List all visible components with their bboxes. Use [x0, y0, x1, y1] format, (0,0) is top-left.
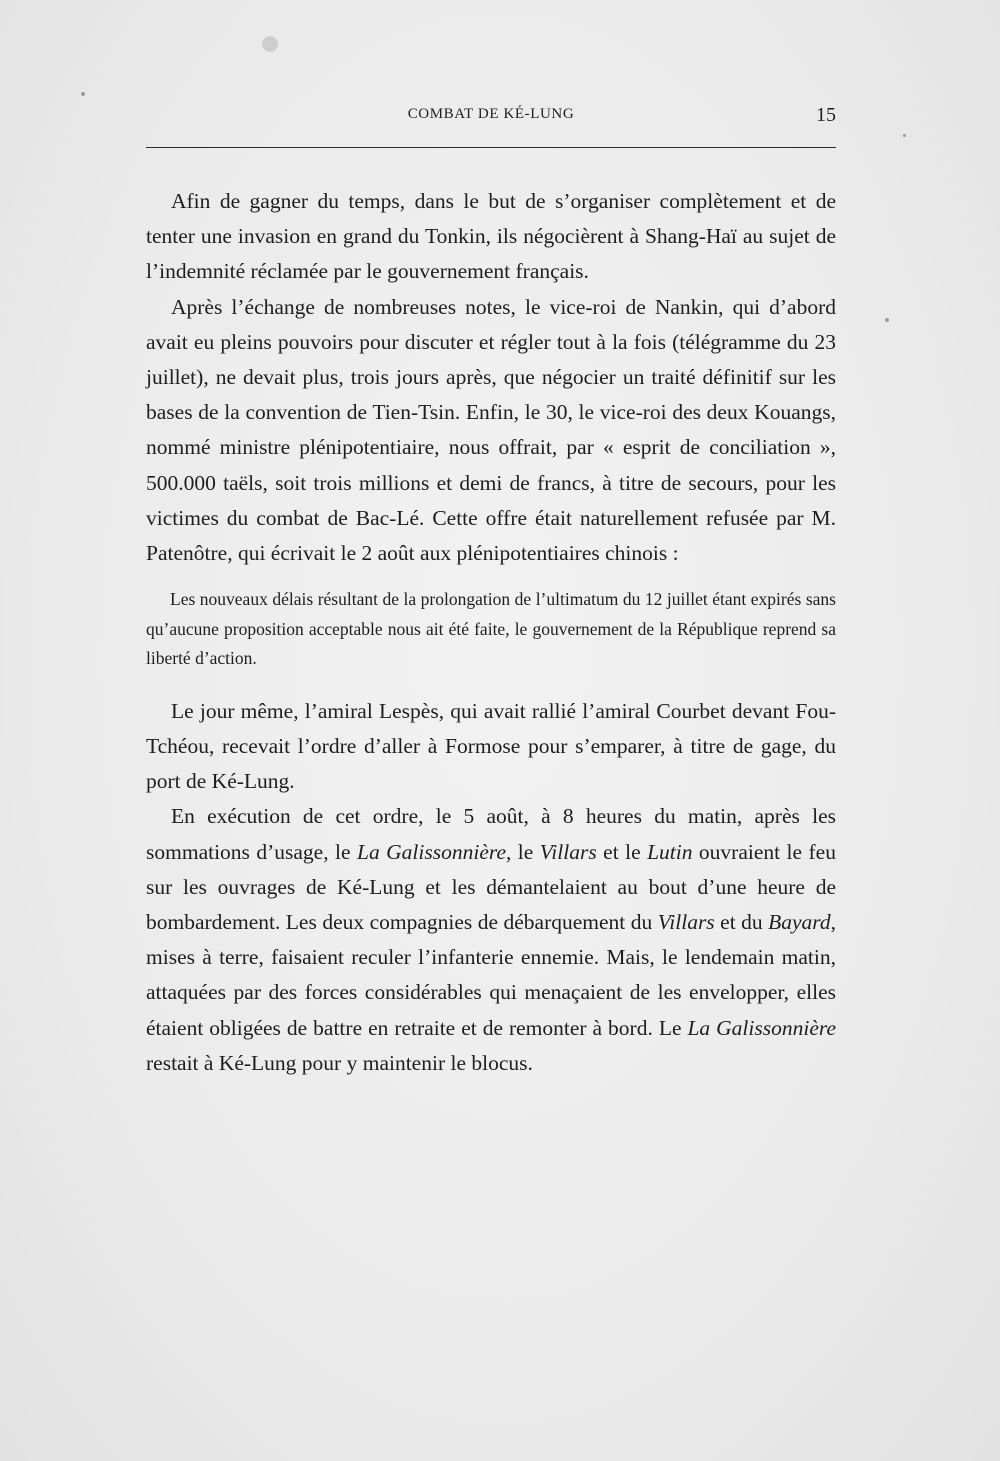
ink-speck [81, 92, 85, 96]
page-header [146, 104, 836, 134]
paragraph-4-text: ouvraient le feu sur les ouvrages de Ké-Lung et les démantelaient au bout d’une heure de bombardement. Les deux compagnies de débarquement du [146, 839, 836, 934]
ink-speck [885, 318, 889, 322]
body-text [146, 184, 836, 1081]
paragraph-4-text: , mises à terre, faisaient reculer l’infanterie ennemie. Mais, le lendemain matin, attaquées par des forces considérables qui menaçaient de les envelopper, elles étaient obligées de battre en retraite et de remonter à bord. Le [146, 909, 836, 1040]
running-title: COMBAT DE KÉ-LUNG [407, 106, 575, 122]
paragraph-4-text: et le [596, 839, 648, 864]
ship-name: Villars [539, 839, 597, 864]
ink-speck [262, 36, 278, 52]
paragraph-3: Le jour même, l’amiral Lespès, qui avait rallié l’amiral Courbet devant Fou-Tchéou, recevait l’ordre d’aller à Formose pour s’emparer, à titre de gage, du port de Ké-Lung. [146, 698, 836, 794]
ship-name: Villars [657, 909, 715, 934]
ink-speck [903, 134, 906, 137]
ship-name: La Galissonnière [357, 839, 506, 864]
paragraph-1: Afin de gagner du temps, dans le but de s’organiser complètement et de tenter une invasion en grand du Tonkin, ils négocièrent à Shang-Haï au sujet de l’indemnité réclamée par le gouvernement français. [146, 189, 836, 284]
paragraph-4-text: En exécution de cet ordre, le 5 août, à 8 heures du matin, après les sommations d’usage, le [146, 804, 836, 864]
paragraph-4-text: restait à Ké-Lung pour y maintenir le blocus. [146, 1050, 533, 1075]
page-number: 15 [816, 104, 836, 126]
paragraph-2: Après l’échange de nombreuses notes, le vice-roi de Nankin, qui d’abord avait eu pleins pouvoirs pour discuter et régler tout à la fois (télégramme du 23 juillet), ne devait plus, trois jours après, que négocier un traité définitif sur les bases de la convention de Tien-Tsin. Enfin, le 30, le vice-roi des deux Kouangs, nommé ministre plénipotentiaire, nous offrait, par « esprit de conciliation », 500.000 taëls, soit trois millions et demi de francs, à titre de secours, pour les victimes du combat de Bac-Lé. Cette offre était naturellement refusée par M. Patenôtre, qui écrivait le 2 août aux plénipotentiaires chinois : [146, 294, 836, 566]
paragraph-4 [146, 799, 836, 1081]
ship-name: Bayard [768, 909, 831, 934]
ship-name: Lutin [647, 839, 693, 864]
paragraph-4-text: et du [714, 909, 769, 934]
ship-name: La Galissonnière [687, 1015, 836, 1040]
header-rule [146, 147, 836, 148]
block-quote: Les nouveaux délais résultant de la prolongation de l’ultimatum du 12 juillet étant expirés sans qu’aucune proposition acceptable nous ait été faite, le gouvernement de la République reprend sa liberté d’action. [146, 589, 836, 669]
paragraph-4-text: , le [505, 839, 540, 864]
